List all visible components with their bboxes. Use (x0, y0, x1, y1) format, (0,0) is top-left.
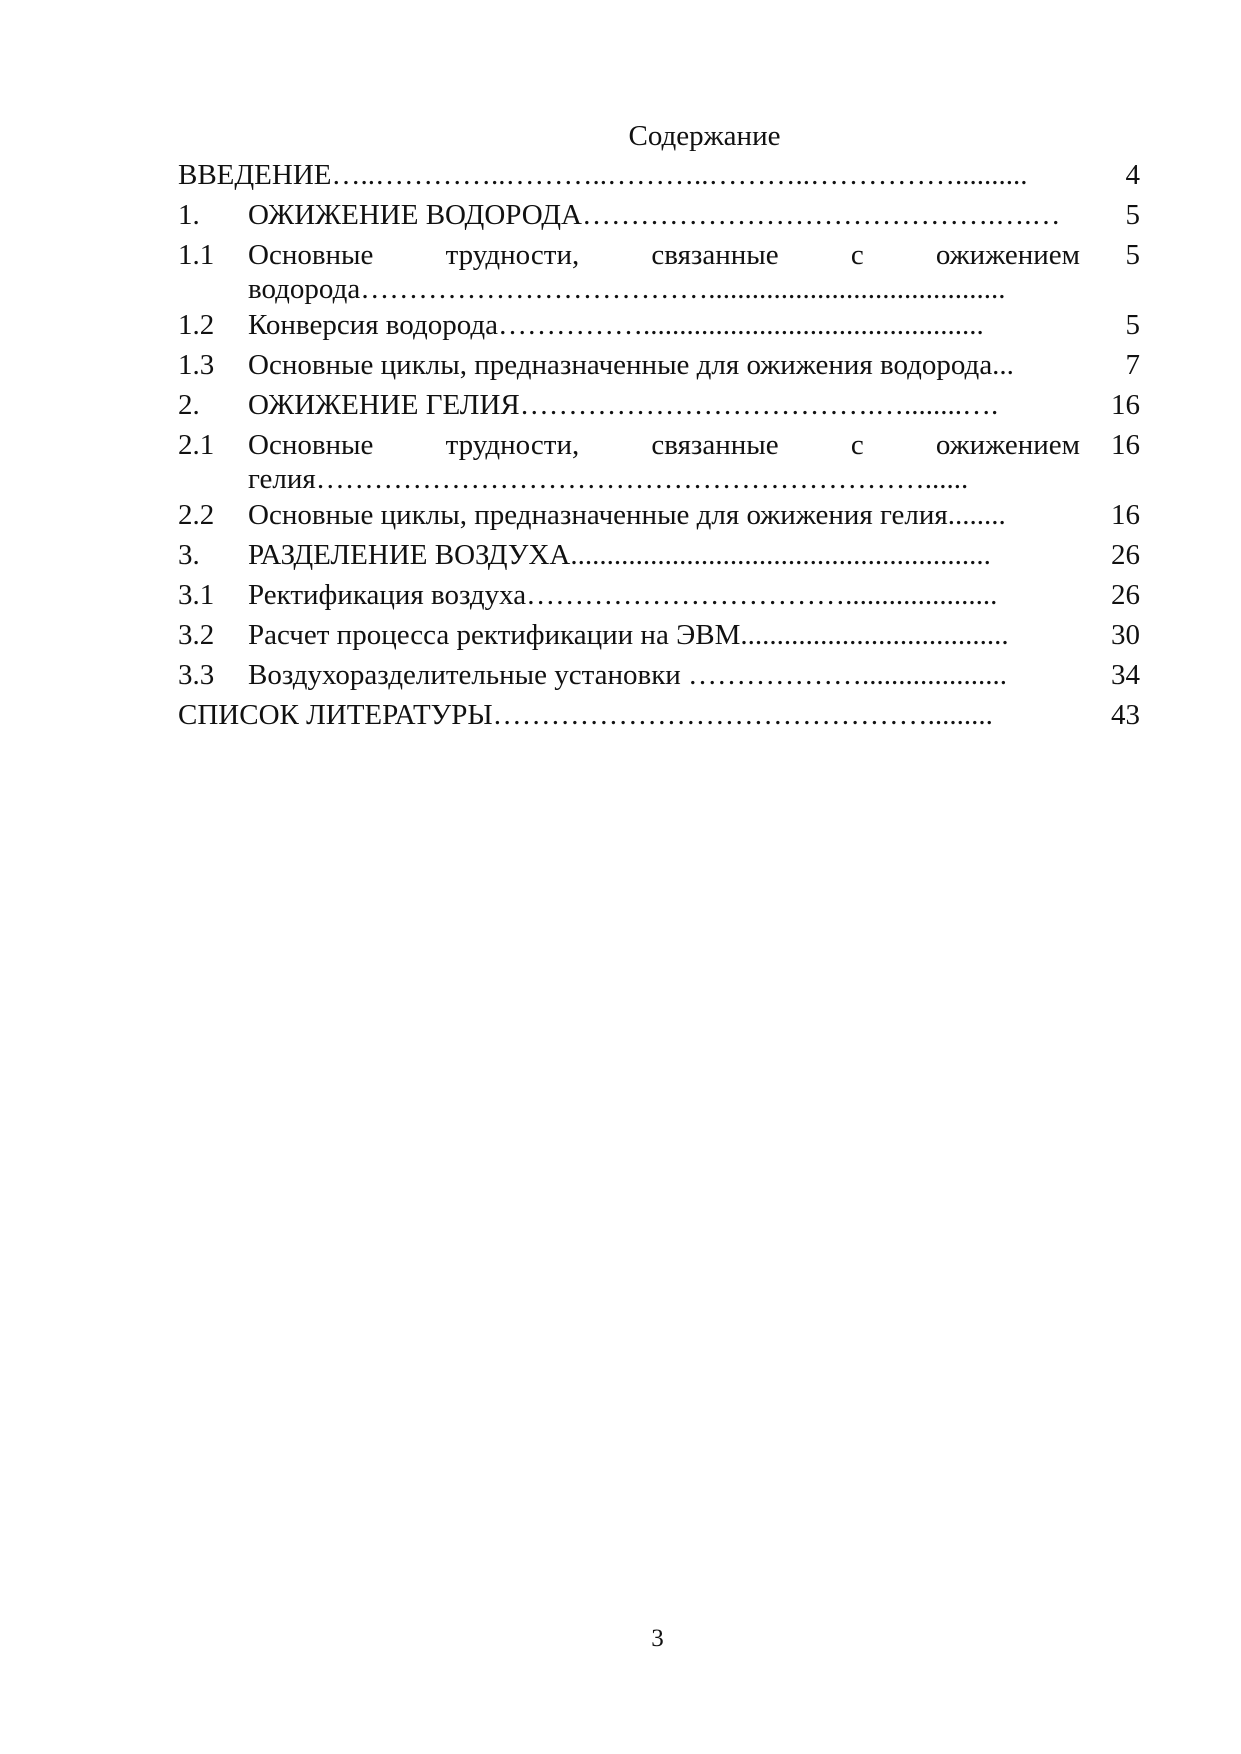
toc-entry-number: 1. (178, 199, 200, 231)
toc-entry-page: 26 (1111, 579, 1140, 611)
toc-entry-number: 1.1 (178, 239, 215, 271)
toc-entry-text: Расчет процесса ректификации на ЭВМ..................................... (248, 619, 1009, 651)
toc-entry-text: Ректификация воздуха……………………………..................... (248, 579, 998, 611)
toc-entry-number: 3. (178, 539, 200, 571)
toc-entry-page: 16 (1111, 389, 1140, 421)
toc-entry-page: 43 (1111, 699, 1140, 731)
toc-entry-number: 2.2 (178, 499, 215, 531)
toc-entry-word: с (850, 429, 864, 461)
toc-entry-page: 4 (1125, 159, 1140, 191)
toc-entry-text: Основные циклы, предназначенные для ожижения водорода... (248, 349, 1014, 381)
toc-entry-text: РАЗДЕЛЕНИЕ ВОЗДУХА.......................................................... (248, 539, 991, 571)
toc-entry-page: 34 (1111, 659, 1140, 691)
toc-entry-word: ожижением (935, 429, 1080, 461)
toc-entry-page: 16 (1111, 499, 1140, 531)
toc-entry-word: связанные (651, 429, 779, 461)
toc-entry-number: 3.2 (178, 619, 215, 651)
page-number: 3 (651, 1625, 664, 1652)
toc-entry-number: 1.2 (178, 309, 215, 341)
toc-entry-word: с (850, 239, 864, 271)
toc-entry-number: 2. (178, 389, 200, 421)
toc-entry-text-continuation: водорода………………………………......................................... (248, 273, 1006, 305)
toc-entry-text: ОЖИЖЕНИЕ ВОДОРОДА…………………………………….….… (248, 199, 1061, 231)
toc-entry-text: Конверсия водорода……………............................................... (248, 309, 984, 341)
toc-entry-number: 2.1 (178, 429, 215, 461)
toc-entry-text: Основные циклы, предназначенные для ожижения гелия........ (248, 499, 1006, 531)
toc-entry-word: трудности, (445, 429, 580, 461)
toc-entry-text (248, 428, 1080, 462)
toc-entry-word: Основные (248, 429, 374, 461)
toc-entry-text: ВВЕДЕНИЕ…..…………..………..………..………..…………….......... (178, 159, 1028, 191)
page-title: Содержание (628, 120, 781, 152)
toc-entry-word: трудности, (445, 239, 580, 271)
toc-entry-text: ОЖИЖЕНИЕ ГЕЛИЯ……………………………….…........…. (248, 389, 999, 421)
toc-entry-page: 30 (1111, 619, 1140, 651)
toc-entry-page: 5 (1125, 199, 1140, 231)
toc-entry-number: 3.1 (178, 579, 215, 611)
toc-entry-text (248, 238, 1080, 272)
toc-entry-page: 7 (1125, 349, 1140, 381)
toc-entry-number: 3.3 (178, 659, 215, 691)
toc-entry-text: Воздухоразделительные установки ……………….................... (248, 659, 1008, 691)
toc-entry-page: 5 (1125, 239, 1140, 271)
toc-entry-page: 5 (1125, 309, 1140, 341)
toc-entry-page: 16 (1111, 429, 1140, 461)
toc-entry-text: СПИСОК ЛИТЕРАТУРЫ………………………………………......... (178, 699, 993, 731)
toc-entry-word: Основные (248, 239, 374, 271)
toc-entry-page: 26 (1111, 539, 1140, 571)
toc-entry-word: ожижением (935, 239, 1080, 271)
toc-entry-number: 1.3 (178, 349, 215, 381)
toc-entry-word: связанные (651, 239, 779, 271)
toc-entry-text-continuation: гелия………………………………………………………...... (248, 463, 969, 495)
